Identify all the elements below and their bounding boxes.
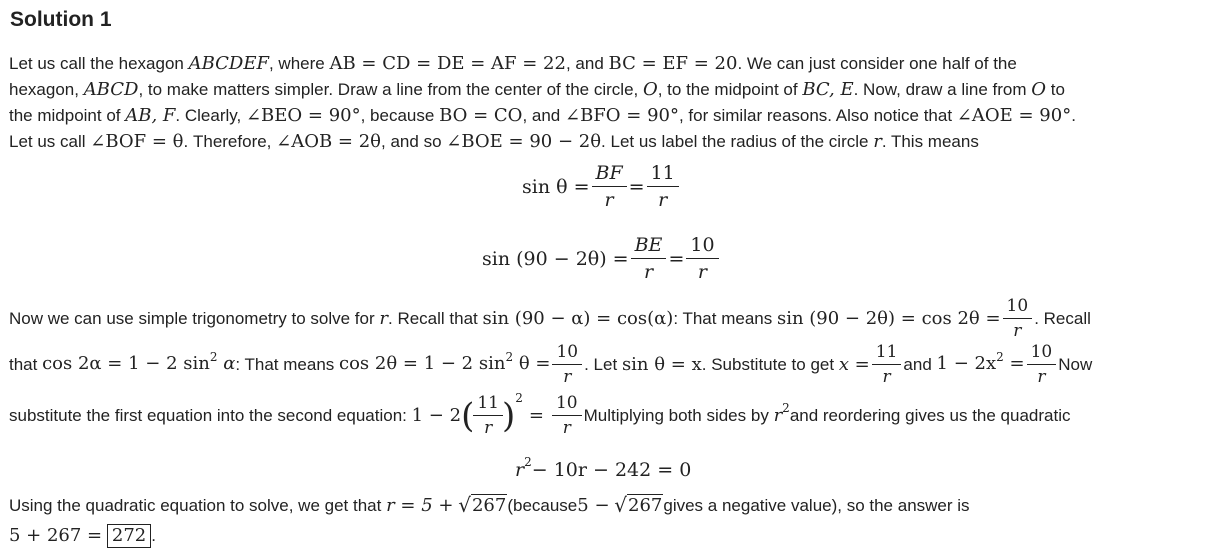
math: 5 + 267 =: [9, 525, 103, 546]
text: , and: [565, 54, 609, 73]
numerator: 10: [1006, 296, 1029, 316]
paragraph-line: [9, 79, 1065, 101]
text: .: [151, 526, 156, 545]
superscript: 2: [505, 350, 514, 365]
math: 1 − 2: [411, 404, 462, 426]
text: Now we can use simple trigonometry to solve for: [9, 308, 375, 328]
math: r: [773, 404, 783, 426]
superscript: 2: [524, 455, 532, 469]
text: , where: [268, 54, 330, 73]
math: ABCDEF: [188, 53, 269, 74]
solution-title: Solution 1: [10, 8, 112, 31]
math: ∠AOB = 2θ: [276, 131, 382, 152]
text: . Recall: [1034, 308, 1091, 328]
math: r: [873, 131, 882, 152]
math: sin (90 − 2θ) = cos 2θ =: [776, 307, 1001, 329]
paragraph-line: [9, 494, 970, 517]
text: Using the quadratic equation to solve, we get that: [9, 495, 382, 515]
numerator: 11: [477, 393, 499, 413]
square-root: [614, 494, 663, 517]
display-equation-quadratic: [515, 455, 692, 481]
numerator: 10: [1030, 342, 1053, 362]
fraction: [633, 235, 665, 283]
denominator: r: [473, 415, 503, 438]
math-part: 1 − 2x: [936, 353, 997, 375]
text: (because: [507, 495, 578, 515]
right-paren: ): [501, 395, 516, 436]
radical-sign: √: [614, 493, 628, 517]
equals: =: [528, 404, 544, 426]
numerator: 11: [650, 162, 675, 184]
text: . Let us label the radius of the circle: [601, 132, 874, 151]
denominator: r: [1003, 318, 1033, 341]
text: to: [1046, 80, 1065, 99]
math: 5 −: [577, 494, 610, 516]
numerator: BF: [595, 162, 623, 184]
denominator: r: [552, 415, 582, 438]
text: that: [9, 354, 38, 374]
superscript: 2: [782, 400, 790, 415]
numerator: 11: [875, 342, 898, 362]
eq-lhs: sin θ =: [522, 175, 590, 198]
math-part: cos 2θ = 1 − 2 sin: [339, 353, 506, 375]
radical-sign: √: [458, 493, 471, 517]
numerator: 10: [690, 234, 715, 256]
text: and reordering gives us the quadratic: [789, 405, 1071, 425]
paragraph-line: [9, 297, 1091, 340]
numerator: 10: [556, 342, 579, 362]
text: . Substitute to get: [701, 354, 835, 374]
denominator: r: [592, 186, 627, 211]
fraction: [874, 343, 900, 386]
text: Multiplying both sides by: [583, 405, 769, 425]
denominator: r: [647, 186, 679, 211]
text: . Let: [584, 354, 618, 374]
radicand: 267: [471, 495, 507, 516]
math: ∠BFO = 90°: [564, 105, 679, 126]
fraction: [475, 394, 501, 437]
math-part: =: [1003, 353, 1025, 375]
equals: =: [628, 175, 645, 198]
math: BC, E: [802, 79, 854, 100]
paragraph-line: [9, 131, 979, 153]
fraction: [554, 394, 580, 437]
math: [42, 350, 236, 376]
paragraph-line: [9, 524, 156, 548]
text: . Therefore,: [183, 132, 277, 151]
fraction: [1005, 297, 1031, 340]
text: hexagon,: [9, 80, 84, 99]
text: . We can just consider one half of the: [737, 54, 1017, 73]
text: , and so: [381, 132, 447, 151]
text: the midpoint of: [9, 106, 126, 125]
math: BC = EF = 20: [608, 53, 738, 74]
superscript: 2: [209, 350, 218, 365]
display-equation-sin-theta: [522, 163, 681, 211]
math: ∠BOF = θ: [90, 131, 184, 152]
paragraph-line: [9, 390, 1071, 438]
text: gives a negative value), so the answer is: [663, 495, 970, 515]
paragraph-line: [9, 105, 1076, 127]
equals: =: [668, 247, 685, 270]
numerator: BE: [634, 234, 663, 256]
eq-lhs: sin (90 − 2θ) =: [482, 247, 629, 270]
text: , to the midpoint of: [657, 80, 803, 99]
paragraph-line: [9, 53, 1017, 75]
math-part: θ =: [513, 353, 551, 375]
display-equation-sin-90-2theta: [482, 235, 721, 283]
math: O: [642, 79, 658, 100]
text: : That means: [235, 354, 335, 374]
text: substitute the first equation into the second equation:: [9, 405, 407, 425]
math: O: [1031, 79, 1046, 100]
math: ∠BOE = 90 − 2θ: [446, 131, 602, 152]
text: Now: [1058, 354, 1093, 374]
superscript: 2: [515, 390, 523, 405]
text: . Now, draw a line from: [853, 80, 1032, 99]
text: : That means: [673, 308, 773, 328]
math: r: [379, 307, 388, 329]
denominator: r: [872, 364, 902, 387]
denominator: r: [686, 258, 718, 283]
superscript: 2: [996, 350, 1004, 365]
math: x =: [838, 353, 870, 375]
math: ∠AOE = 90°: [956, 105, 1072, 126]
math: sin θ = x: [621, 353, 702, 375]
fraction: [594, 163, 625, 211]
text: , to make matters simpler. Draw a line from the center of the circle,: [138, 80, 643, 99]
math: BO = CO: [439, 105, 523, 126]
text: . This means: [881, 132, 979, 151]
math: ABCD: [83, 79, 139, 100]
text: Let us call the hexagon: [9, 54, 189, 73]
fraction: [649, 163, 677, 211]
math: r = 5 +: [386, 494, 454, 516]
denominator: r: [552, 364, 582, 387]
math-part: α: [217, 353, 236, 375]
boxed-answer: 272: [107, 524, 151, 548]
text: . Recall that: [388, 308, 478, 328]
text: . Clearly,: [175, 106, 246, 125]
math: [936, 350, 1025, 376]
text: Let us call: [9, 132, 91, 151]
text: , for similar reasons. Also notice that: [678, 106, 957, 125]
left-paren: (: [461, 395, 475, 436]
paragraph-line: [9, 343, 1092, 386]
fraction: [1029, 343, 1055, 386]
math: ∠BEO = 90°: [245, 105, 361, 126]
text: .: [1071, 106, 1076, 125]
math: AB, F: [125, 105, 176, 126]
text: , and: [522, 106, 565, 125]
denominator: r: [1027, 364, 1057, 387]
math: AB = CD = DE = AF = 22: [329, 53, 566, 74]
numerator: 10: [555, 393, 578, 413]
math: sin (90 − α) = cos(α): [482, 307, 674, 329]
text: and: [903, 354, 932, 374]
fraction: [688, 235, 716, 283]
denominator: r: [631, 258, 667, 283]
math-part: cos 2α = 1 − 2 sin: [42, 353, 210, 375]
radicand: 267: [628, 495, 663, 516]
text: , because: [360, 106, 440, 125]
fraction: [554, 343, 580, 386]
math-part: r: [515, 459, 525, 481]
math-part: − 10r − 242 = 0: [531, 459, 692, 481]
math: [339, 350, 551, 376]
square-root: [458, 494, 507, 517]
